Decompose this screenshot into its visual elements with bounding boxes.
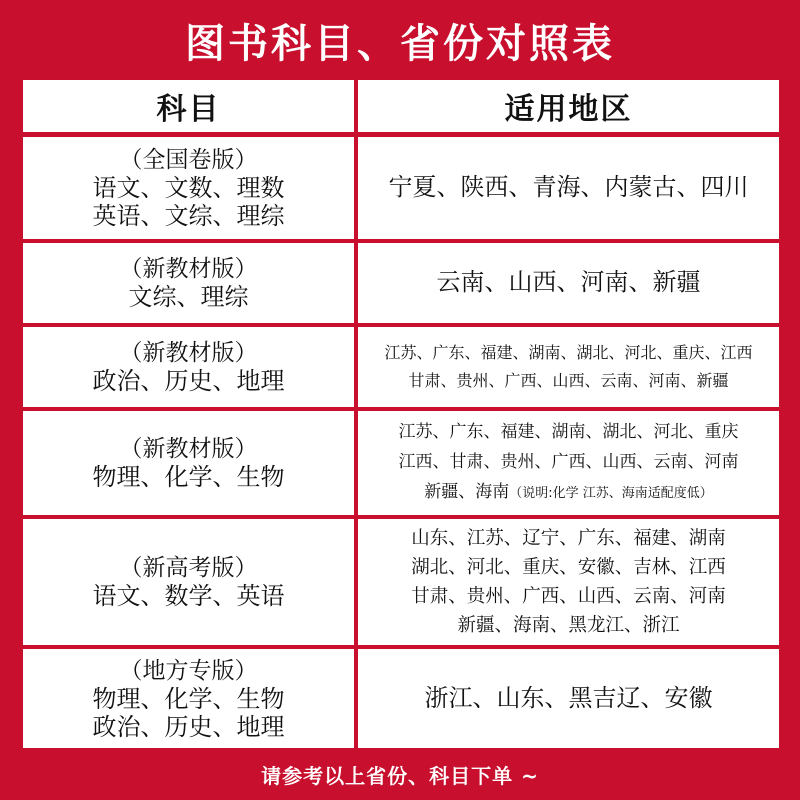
region-text: 新疆、海南 [424,482,510,502]
region-line: 江苏、广东、福建、湖南、湖北、河北、重庆 [398,422,739,442]
edition-label: （全国卷版） [119,147,258,173]
footer-note: 请参考以上省份、科目下单 ~ [261,763,539,788]
region-line [424,477,713,509]
region-line: 湖北、河北、重庆、安徽、吉林、江西 [411,557,726,578]
edition-label: （新高考版） [119,555,258,581]
subject-cell [23,519,354,645]
comparison-table [23,80,779,748]
region-cell [358,411,779,515]
region-line: 甘肃、贵州、广西、山西、云南、河南 [411,586,726,607]
subject-cell [23,137,354,239]
subject-cell [23,649,354,748]
subject-line: 文综、理综 [128,283,249,311]
note-text: （说明:化学 江苏、海南适配度低） [509,486,713,501]
region-cell [358,327,779,407]
subject-line: 语文、文数、理数 [92,174,285,202]
region-line: 浙江、山东、黑吉辽、安徽 [424,683,713,712]
subject-line: 英语、文综、理综 [92,202,285,230]
region-line: 新疆、海南、黑龙江、浙江 [457,615,680,636]
region-cell [358,243,779,323]
edition-label: （新教材版） [119,340,258,366]
edition-label: （新教材版） [119,256,258,282]
subject-line: 政治、历史、地理 [92,367,285,395]
region-cell [358,137,779,239]
edition-label: （新教材版） [119,436,258,462]
region-line: 山东、江苏、辽宁、广东、福建、湖南 [411,528,726,549]
header-region: 适用地区 [358,80,779,132]
subject-cell [23,411,354,515]
subject-cell [23,327,354,407]
edition-label: （地方专版） [119,657,258,684]
subject-cell [23,243,354,323]
region-line: 江西、甘肃、贵州、广西、山西、云南、河南 [398,452,739,472]
region-line: 江苏、广东、福建、湖南、湖北、河北、重庆、江西 [384,343,753,362]
header-subject: 科目 [23,80,354,132]
subject-line: 语文、数学、英语 [92,582,285,610]
page-title: 图书科目、省份对照表 [185,20,615,67]
region-cell [358,519,779,645]
region-line: 宁夏、陕西、青海、内蒙古、四川 [388,173,749,202]
subject-line: 物理、化学、生物 [92,463,285,491]
region-line: 甘肃、贵州、广西、山西、云南、河南、新疆 [408,371,729,390]
subject-line: 政治、历史、地理 [92,712,285,741]
region-cell [358,649,779,748]
subject-line: 物理、化学、生物 [92,684,285,713]
region-line: 云南、山西、河南、新疆 [436,268,701,297]
